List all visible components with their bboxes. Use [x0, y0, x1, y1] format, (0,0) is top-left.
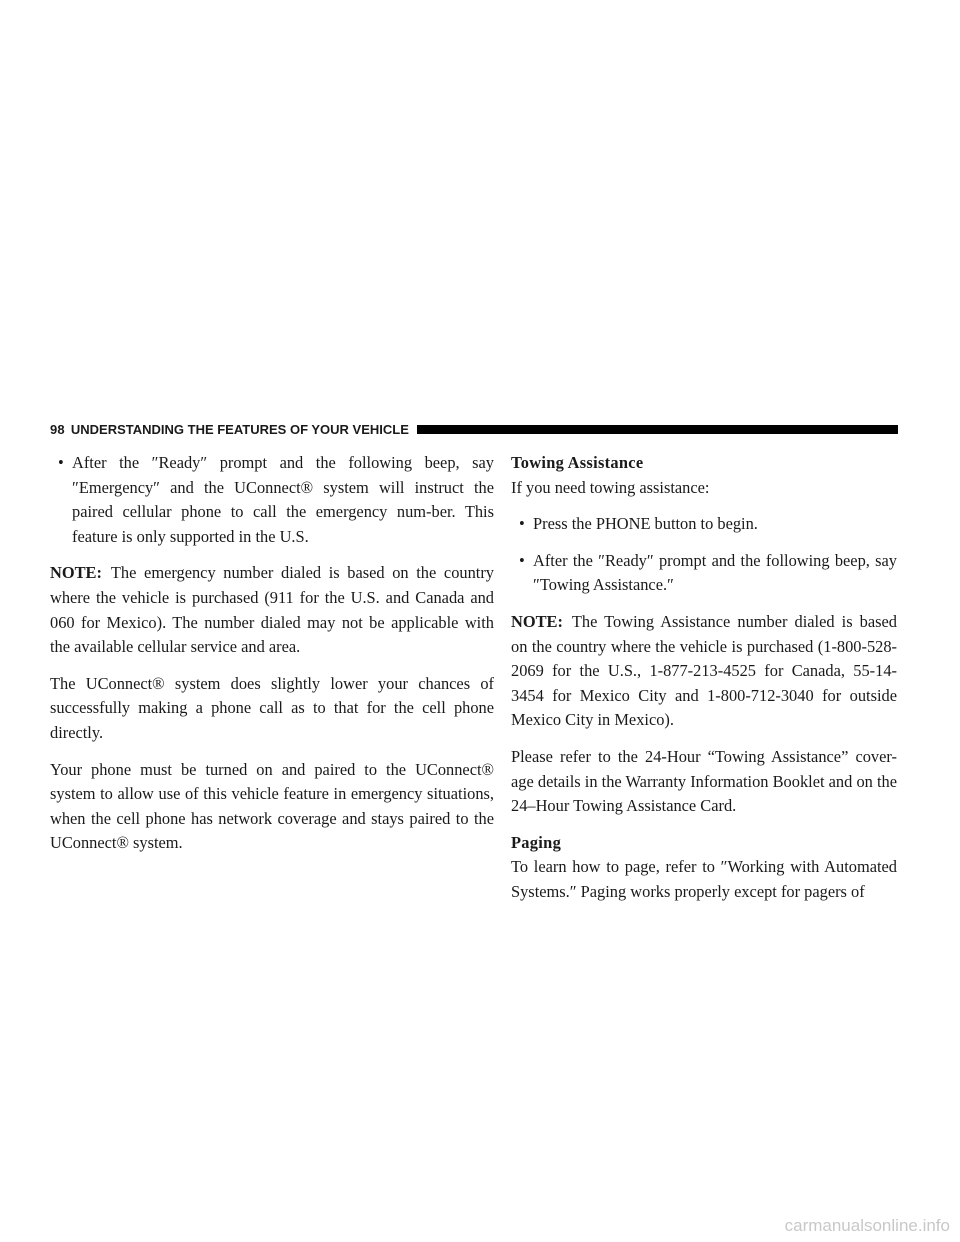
emergency-bullet-text: After the ″Ready″ prompt and the following beep, say ″Emergency″ and the UConnect® system will instruct the paired cellular phone to call the emergency num-ber. This feature is only supported in the U.S.: [72, 453, 494, 546]
paging-paragraph: To learn how to page, refer to ″Working with Automated Systems.″ Paging works properly except for pagers of: [511, 857, 897, 901]
uconnect-paragraph: The UConnect® system does slightly lower your chances of successfully making a phone call as to that for the cell phone directly.: [50, 673, 494, 742]
towing-note: [511, 610, 897, 733]
bullet-mark: •: [58, 453, 64, 472]
header-rule: [417, 425, 898, 434]
towing-bullet-1-text: Press the PHONE button to begin.: [533, 514, 758, 534]
towing-bullet-2-text: After the ″Ready″ prompt and the following beep, say ″Towing Assistance.″: [533, 550, 897, 595]
towing-intro: If you need towing assistance:: [511, 477, 710, 497]
note-text: The Towing Assistance number dialed is based on the country where the vehicle is purchased (1-800-528-2069 for the U.S., 1-877-213-4525 for Canada, 55-14-3454 for Mexico City and 1-800-712-3040 for outside Mexico City in Mexico).: [511, 611, 897, 730]
bullet-mark: •: [519, 514, 525, 534]
right-column: [511, 451, 897, 917]
towing-bullet-1: [511, 512, 897, 537]
paging-heading: Paging: [511, 832, 562, 852]
towing-bullet-2: [511, 549, 897, 598]
emergency-bullet: [50, 451, 494, 549]
left-column: [50, 451, 494, 868]
emergency-note: [50, 561, 494, 659]
bullet-mark: •: [519, 550, 525, 570]
note-label: NOTE:: [511, 611, 563, 631]
note-label: NOTE:: [50, 563, 102, 583]
towing-heading: Towing Assistance: [511, 453, 644, 472]
page-header: [50, 418, 898, 440]
watermark: carmanualsonline.info: [784, 1216, 950, 1235]
note-text: The emergency number dialed is based on the country where the vehicle is purchased (911 for the U.S. and Canada and 060 for Mexico). The number dialed may not be applicable with the available cellular service and area.: [50, 563, 494, 657]
towing-coverage-paragraph: Please refer to the 24-Hour “Towing Assistance” cover-age details in the Warranty Information Booklet and on the 24–Hour Towing Assistance Card.: [511, 746, 897, 816]
phone-paired-paragraph: Your phone must be turned on and paired to the UConnect® system to allow use of this vehicle feature in emergency situations, when the cell phone has network coverage and stays paired to the UConnect® system.: [50, 759, 494, 853]
section-title: UNDERSTANDING THE FEATURES OF YOUR VEHICLE: [70, 421, 409, 437]
page-number: 98: [50, 421, 65, 437]
